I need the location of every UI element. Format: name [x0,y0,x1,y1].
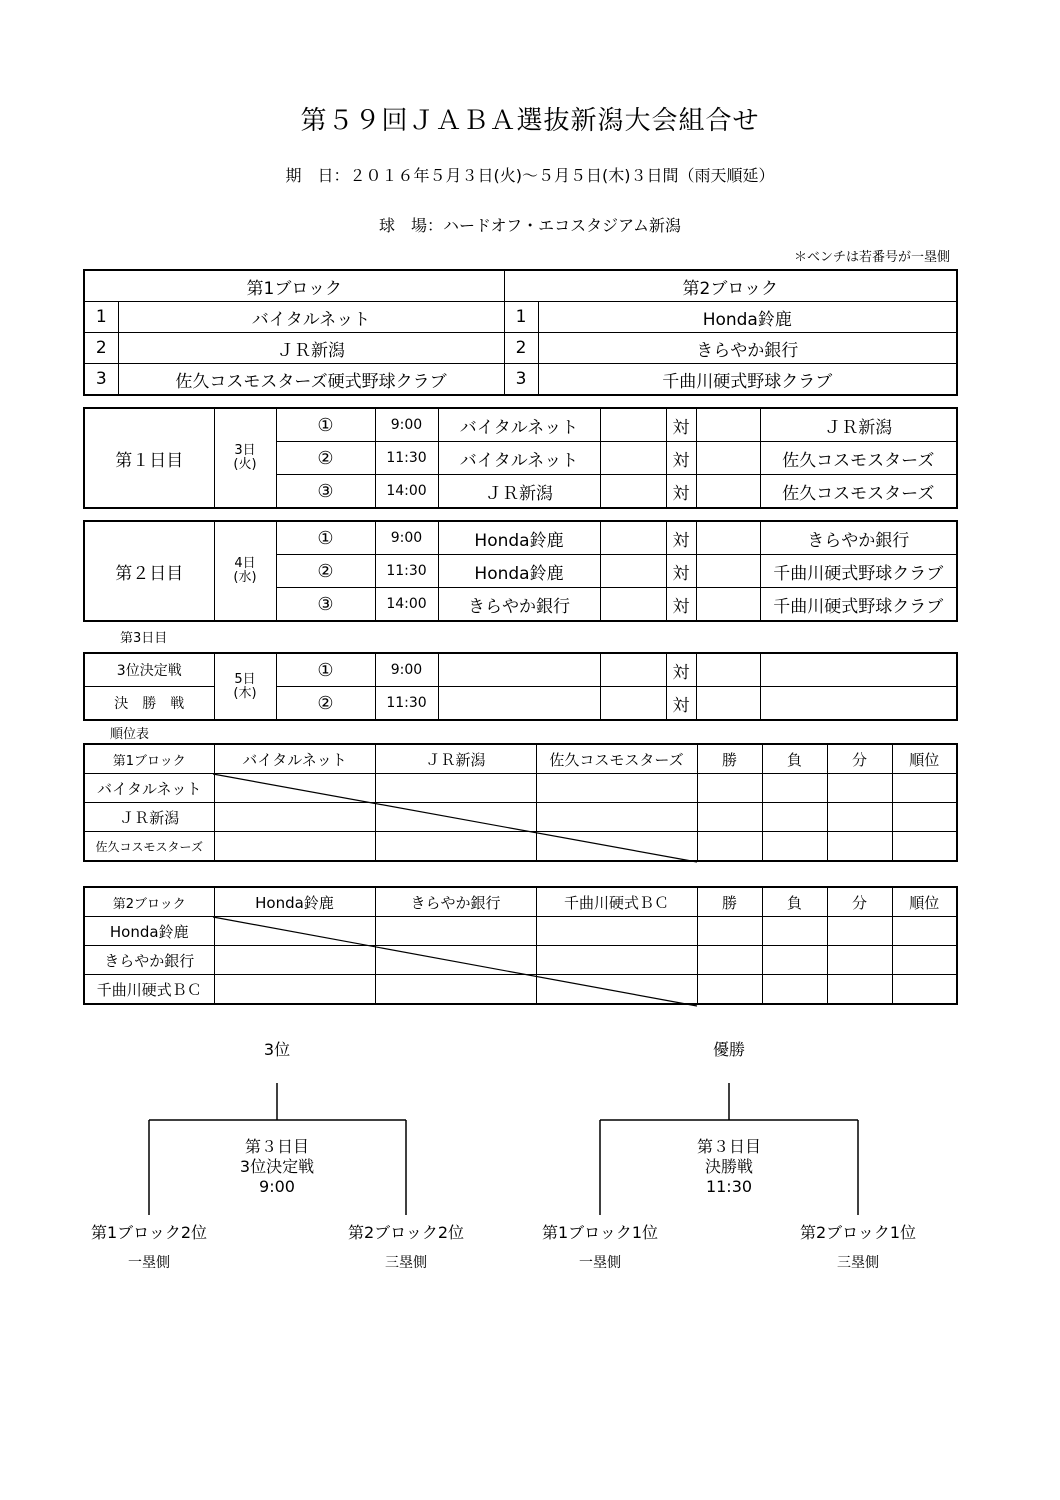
game-number: ① [276,653,375,687]
home-team: ＪＲ新潟 [438,475,600,509]
final-time: 11:30 [705,1177,753,1196]
game-time: 9:00 [375,408,438,442]
block1-team-no: 1 [84,302,118,333]
block2-team-no: 1 [504,302,538,333]
block2-team-name: Honda鈴鹿 [538,302,957,333]
standings-col-team: 佐久コスモスターズ [536,744,697,774]
final-day: 第３日目 [696,1137,761,1156]
losses-header: 負 [762,887,827,917]
game-time: 14:00 [375,588,438,622]
vs-label: 対 [666,521,696,555]
third-right-side: 三塁側 [385,1255,427,1271]
block1-team-no: 2 [84,333,118,364]
third-place-time: 9:00 [259,1177,295,1196]
rank-header: 順位 [892,744,957,774]
rank-header: 順位 [892,887,957,917]
standings-block-label: 第2ブロック [84,887,214,917]
standings-col-team: ＪＲ新潟 [375,744,536,774]
vs-label: 対 [666,475,696,509]
losses-header: 負 [762,744,827,774]
vs-label: 対 [666,687,696,721]
block2-team-no: 3 [504,364,538,396]
standings-row-team: バイタルネット [84,774,214,803]
day1-date: 3日 (火) [214,408,276,508]
vs-label: 対 [666,408,696,442]
game-time: 11:30 [375,555,438,588]
game-number: ① [276,521,375,555]
vs-label: 対 [666,555,696,588]
away-team: 千曲川硬式野球クラブ [760,555,957,588]
standings-row-team: ＪＲ新潟 [84,803,214,832]
away-team: きらやか銀行 [760,521,957,555]
third-right-team: 第2ブロック2位 [347,1223,465,1242]
day2-date: 4日 (水) [214,521,276,621]
game-number: ② [276,555,375,588]
vs-label: 対 [666,442,696,475]
home-team: バイタルネット [438,408,600,442]
game-number: ① [276,408,375,442]
final-left-team: 第1ブロック1位 [541,1223,659,1242]
day2-label: 第２日目 [84,521,214,621]
block2-team-name: 千曲川硬式野球クラブ [538,364,957,396]
final-info [629,1137,829,1197]
away-team: 千曲川硬式野球クラブ [760,588,957,622]
standings-row-team: 千曲川硬式ＢＣ [84,975,214,1005]
third-left-side: 一塁側 [128,1255,170,1271]
standings-col-team: 千曲川硬式ＢＣ [536,887,697,917]
block1-team-no: 3 [84,364,118,396]
third-left-team: 第1ブロック2位 [90,1223,208,1242]
standings-heading: 順位表 [110,727,150,742]
home-team: きらやか銀行 [438,588,600,622]
home-team: バイタルネット [438,442,600,475]
third-place-result: 3位 [263,1040,291,1059]
block2-label: 第2ブロック [504,270,957,302]
draws-header: 分 [827,887,892,917]
third-place-day: 第３日目 [244,1137,309,1156]
away-team: 佐久コスモスターズ [760,442,957,475]
diagonal-line-1 [213,774,697,862]
block1-team-name: ＪＲ新潟 [118,333,504,364]
standings-col-team: きらやか銀行 [375,887,536,917]
day1-label: 第１日目 [84,408,214,508]
away-team: ＪＲ新潟 [760,408,957,442]
period-text: 期 日：２０１６年５月３日(火)～５月５日(木)３日間（雨天順延） [285,166,775,185]
diagonal-line-2 [213,917,697,1006]
draws-header: 分 [827,744,892,774]
third-place-label: 3位決定戦 [84,653,214,687]
game-time: 9:00 [375,653,438,687]
game-number: ③ [276,588,375,622]
game-number: ② [276,687,375,721]
final-right-team: 第2ブロック1位 [799,1223,917,1242]
home-team: Honda鈴鹿 [438,555,600,588]
standings-block-label: 第1ブロック [84,744,214,774]
third-place-game: 3位決定戦 [239,1157,315,1176]
final-result: 優勝 [712,1040,745,1059]
block1-team-name: 佐久コスモスターズ硬式野球クラブ [118,364,504,396]
final-game: 決勝戦 [704,1157,753,1176]
final-label: 決 勝 戦 [84,687,214,721]
final-right-side: 三塁側 [837,1255,879,1271]
game-number: ② [276,442,375,475]
block2-team-no: 2 [504,333,538,364]
day3-heading: 第3日目 [120,631,168,646]
venue-text: 球 場：ハードオフ・エコスタジアム新潟 [379,216,681,235]
standings-row-team: 佐久コスモスターズ [84,832,214,862]
game-time: 11:30 [375,442,438,475]
bench-note: ＊ベンチは若番号が一塁側 [793,250,950,265]
wins-header: 勝 [697,744,762,774]
away-team: 佐久コスモスターズ [760,475,957,509]
standings-row-team: きらやか銀行 [84,946,214,975]
final-left-side: 一塁側 [579,1255,621,1271]
game-time: 11:30 [375,687,438,721]
third-place-info [177,1137,377,1197]
day3-date: 5日 (木) [214,653,276,720]
vs-label: 対 [666,653,696,687]
vs-label: 対 [666,588,696,622]
game-number: ③ [276,475,375,509]
wins-header: 勝 [697,887,762,917]
page-title: 第５９回ＪＡＢＡ選抜新潟大会組合せ [300,106,760,136]
standings-row-team: Honda鈴鹿 [84,917,214,946]
game-time: 9:00 [375,521,438,555]
block1-team-name: バイタルネット [118,302,504,333]
standings-col-team: バイタルネット [214,744,375,774]
block1-label: 第1ブロック [84,270,504,302]
home-team: Honda鈴鹿 [438,521,600,555]
standings-col-team: Honda鈴鹿 [214,887,375,917]
game-time: 14:00 [375,475,438,509]
block2-team-name: きらやか銀行 [538,333,957,364]
